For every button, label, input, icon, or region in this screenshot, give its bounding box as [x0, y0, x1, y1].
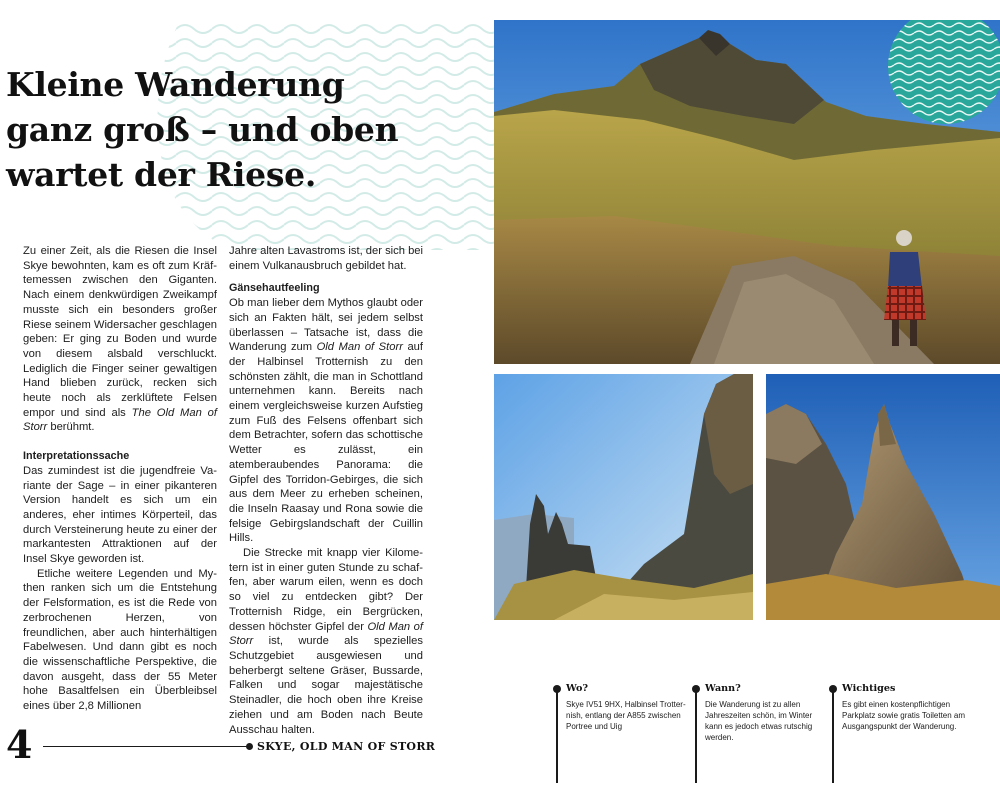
text-run: Zu einer Zeit, als die Riesen die Insel Skye bewohnten, kam es oft zum Kräftemessen zwischen den Giganten. Nach einem denkwürdigen Zweikampf musste sich ein besonders großer Riese seinem Widersacher geschlagen geben: Er ging zu Boden und wurde von diesem alsbald verschluckt. Lediglich die Finger seiner gewaltigen Hand blieben zurück, recken sich heute noch als zerklüftete Felsen empor und sind als — [23, 245, 218, 419]
photo-storr-with-hiker — [494, 20, 1000, 364]
headline — [6, 62, 476, 197]
info-bullet — [692, 685, 700, 693]
footer-bullet — [246, 743, 253, 750]
article-column-2 — [229, 244, 423, 737]
headline-line-1: Kleine Wanderung — [6, 65, 345, 105]
info-rule — [556, 687, 558, 783]
info-bullet — [829, 685, 837, 693]
info-text: Die Wanderung ist zu allen Jahreszeiten schön, im Winter kann es jedoch etwas rutschig werden. — [705, 700, 813, 742]
headline-line-2: ganz groß – und oben — [6, 110, 399, 150]
info-title: Wichtiges — [842, 683, 896, 694]
italic-title: The Old Man of Storr — [23, 406, 217, 434]
italic-title: Old Man of Storr — [229, 620, 423, 648]
section-label: SKYE, OLD MAN OF STORR — [257, 740, 436, 753]
info-rule — [695, 687, 697, 783]
footer-rule — [43, 746, 249, 747]
paragraph: Jahre alten Lavastroms ist, der sich bei einem Vulkanausbruch gebildet hat. — [229, 245, 424, 272]
text-run: Die Strecke mit knapp vier Kilometern ist in einer guten Stunde zu schaffen, aber warum eilen, wenn es doch so viel zu entdecken gibt? Der Trotternish Ridge, ein Bergrücken, dessen höchster Gipfel der — [229, 547, 423, 633]
headline-line-3: wartet der Riese. — [6, 155, 317, 195]
photo-storr-pinnacles-left — [494, 374, 753, 620]
info-rule — [832, 687, 834, 783]
text-run: auf der Halbinsel Trotternish zu den schönsten zählt, die man in Schottland unternehmen kann. Bereits nach einem vergleichsweise kurzen Aufstieg zum Fuß des Felsens offenbart sich dem Betrachter, sofern das schottische Wetter es zulässt, ein atemberaubendes Panorama: die Gipfel des Torridon-Gebirges, die sich aus dem Meer zu erheben scheinen, die Inseln Raasay und Rona sowie die felsige Gebirgslandschaft der Cuillin Hills. — [229, 341, 423, 545]
paragraph: Das zumindest ist die jugendfreie Variante der Sage – in einer pikanteren Version handelt es sich um ein anderes, eher intimes Körperteil, das durch Versteinerung heute zu einer der markantesten Attraktionen auf der Insel Skye geworden ist. — [23, 464, 217, 566]
italic-title: Old Man of Storr — [316, 341, 403, 354]
info-text: Skye IV51 9HX, Halbinsel Trotternish, entlang der A855 zwischen Portree und Uig — [566, 700, 686, 731]
paragraph: Etliche weitere Legenden und Mythen ranken sich um die Entstehung der Felsformation, es ist die Rede von zerbrochenen Herzen, von freundlichen, aber auch hinterhältigen Fabelwesen. Und dann gibt es noch die wissenschaftliche Perspektive, die davon ausgeht, dass der 55 Meter hohe Basaltfelsen ein Überbleibsel eines über 2,8 Millionen — [23, 567, 217, 713]
article-column-1 — [23, 244, 217, 714]
paragraph — [229, 546, 423, 737]
info-title: Wann? — [705, 683, 741, 694]
info-text: Es gibt einen kostenpflichtigen Parkplatz sowie gratis Toiletten am Ausgangspunkt der Wanderung. — [842, 700, 966, 731]
info-title: Wo? — [566, 683, 589, 694]
text-run: berühmt. — [47, 421, 95, 434]
paragraph — [23, 244, 217, 435]
paragraph — [229, 296, 423, 546]
photo-storr-pinnacle-right — [766, 374, 1000, 620]
text-run: Ob man lieber dem Mythos glaubt oder sich an Fakten hält, sei jedem selbst überlassen – Tatsache ist, dass die Wanderung zum — [229, 297, 423, 354]
text-run: ist, wurde als spezielles Schutzgebiet ausgewiesen und beherbergt seltene Gräser, Bussarde, Falken und sogar majestätische Steinadler, die hoch oben ihre Kreise ziehen und am Boden nach Beute Ausschau halten. — [229, 635, 423, 736]
page-number: 4 — [6, 722, 33, 767]
subheading-interpretation: Interpretationssache — [23, 450, 130, 463]
subheading-gaensehaut: Gänsehautfeeling — [229, 282, 320, 295]
info-bullet — [553, 685, 561, 693]
